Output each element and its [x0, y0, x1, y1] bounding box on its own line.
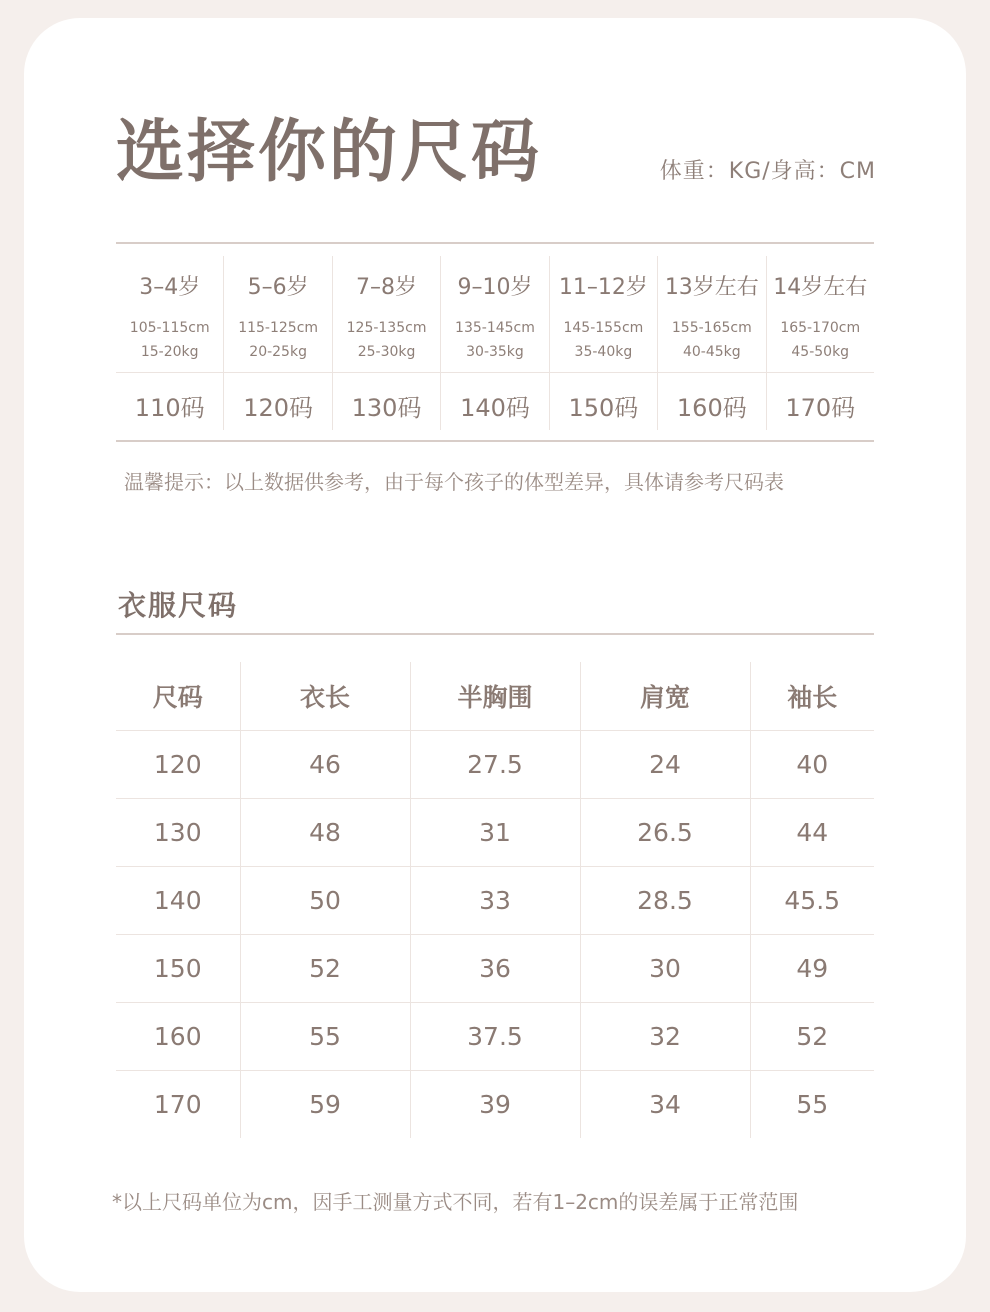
height-range: 115-125cm: [238, 320, 319, 336]
footnote-text: *以上尺码单位为cm，因手工测量方式不同，若有1–2cm的误差属于正常范围: [112, 1190, 799, 1214]
age-label: 13岁左右: [664, 275, 759, 300]
size-code: 120码: [243, 394, 314, 422]
age-column: [224, 256, 332, 430]
table-cell: 130: [116, 799, 240, 867]
table-header-row: [116, 662, 874, 731]
table-cell: 140: [116, 867, 240, 935]
age-label: 9–10岁: [457, 275, 533, 300]
table-cell: 46: [240, 731, 410, 799]
clothes-size-table: [116, 662, 874, 1138]
height-range: 165-170cm: [780, 320, 861, 336]
size-code: 150码: [568, 394, 639, 422]
age-column: [658, 256, 766, 430]
height-range: 135-145cm: [455, 320, 535, 336]
header-size: 尺码: [152, 683, 203, 712]
height-weight: [116, 316, 223, 364]
height-range: 125-135cm: [346, 320, 427, 336]
header-length: 衣长: [240, 662, 410, 731]
size-code: 110码: [134, 394, 205, 422]
table-cell: 49: [750, 935, 874, 1003]
size-code: 160码: [676, 394, 747, 422]
age-label: 7–8岁: [356, 275, 418, 300]
table-cell: 32: [580, 1003, 750, 1071]
age-table-bottom-divider: [116, 440, 874, 442]
table-cell: 44: [750, 799, 874, 867]
table-row: [116, 1071, 874, 1139]
age-label: 11–12岁: [558, 275, 648, 300]
age-column: [550, 256, 658, 430]
top-divider: [116, 242, 874, 244]
age-column: [116, 256, 224, 430]
age-label: 3–4岁: [139, 275, 201, 300]
table-cell: 37.5: [410, 1003, 580, 1071]
header-half-chest: 半胸围: [410, 662, 580, 731]
height-weight: [658, 316, 765, 364]
height-weight: [441, 316, 548, 364]
age-column: [333, 256, 441, 430]
table-cell: 55: [750, 1071, 874, 1139]
table-cell: 50: [240, 867, 410, 935]
weight-range: 25-30kg: [357, 344, 416, 360]
height-range: 145-155cm: [563, 320, 644, 336]
weight-range: 45-50kg: [791, 344, 850, 360]
table-cell: 28.5: [580, 867, 750, 935]
size-code: 170码: [785, 394, 856, 422]
table-cell: 59: [240, 1071, 410, 1139]
table-cell: 39: [410, 1071, 580, 1139]
height-weight: [767, 316, 874, 364]
table-cell: 52: [750, 1003, 874, 1071]
table-row: [116, 867, 874, 935]
age-size-table: [116, 256, 874, 430]
table-cell: 160: [116, 1003, 240, 1071]
height-range: 105-115cm: [129, 320, 210, 336]
table-cell: 52: [240, 935, 410, 1003]
weight-range: 35-40kg: [574, 344, 633, 360]
table-cell: 170: [116, 1071, 240, 1139]
weight-range: 20-25kg: [249, 344, 307, 360]
tip-text: 温馨提示：以上数据供参考，由于每个孩子的体型差异，具体请参考尺码表: [124, 470, 784, 494]
age-table-row-divider: [116, 372, 874, 373]
age-label: 14岁左右: [773, 275, 868, 300]
size-code: 140码: [460, 394, 530, 422]
table-cell: 33: [410, 867, 580, 935]
age-column: [767, 256, 874, 430]
header-sleeve: 袖长: [750, 662, 874, 731]
height-weight: [224, 316, 331, 364]
header-shoulder: 肩宽: [580, 662, 750, 731]
height-weight: [550, 316, 657, 364]
clothes-size-title: 衣服尺码: [118, 589, 239, 622]
units-note: 体重：KG/身高：CM: [659, 159, 876, 184]
table-row: [116, 799, 874, 867]
table-cell: 120: [116, 731, 240, 799]
table-cell: 30: [580, 935, 750, 1003]
table-cell: 36: [410, 935, 580, 1003]
table-cell: 150: [116, 935, 240, 1003]
weight-range: 40-45kg: [682, 344, 741, 360]
table-row: [116, 1003, 874, 1071]
clothes-title-divider: [116, 633, 874, 635]
table-cell: 24: [580, 731, 750, 799]
age-column: [441, 256, 549, 430]
table-cell: 55: [240, 1003, 410, 1071]
table-cell: 34: [580, 1071, 750, 1139]
table-cell: 45.5: [750, 867, 874, 935]
table-cell: 26.5: [580, 799, 750, 867]
table-row: [116, 731, 874, 799]
weight-range: 30-35kg: [466, 344, 524, 360]
height-range: 155-165cm: [671, 320, 752, 336]
page-title: 选择你的尺码: [116, 113, 543, 192]
table-cell: 31: [410, 799, 580, 867]
height-weight: [333, 316, 440, 364]
weight-range: 15-20kg: [140, 344, 199, 360]
age-label: 5–6岁: [247, 275, 309, 300]
table-row: [116, 935, 874, 1003]
table-cell: 48: [240, 799, 410, 867]
table-cell: 40: [750, 731, 874, 799]
size-code: 130码: [351, 394, 422, 422]
table-cell: 27.5: [410, 731, 580, 799]
